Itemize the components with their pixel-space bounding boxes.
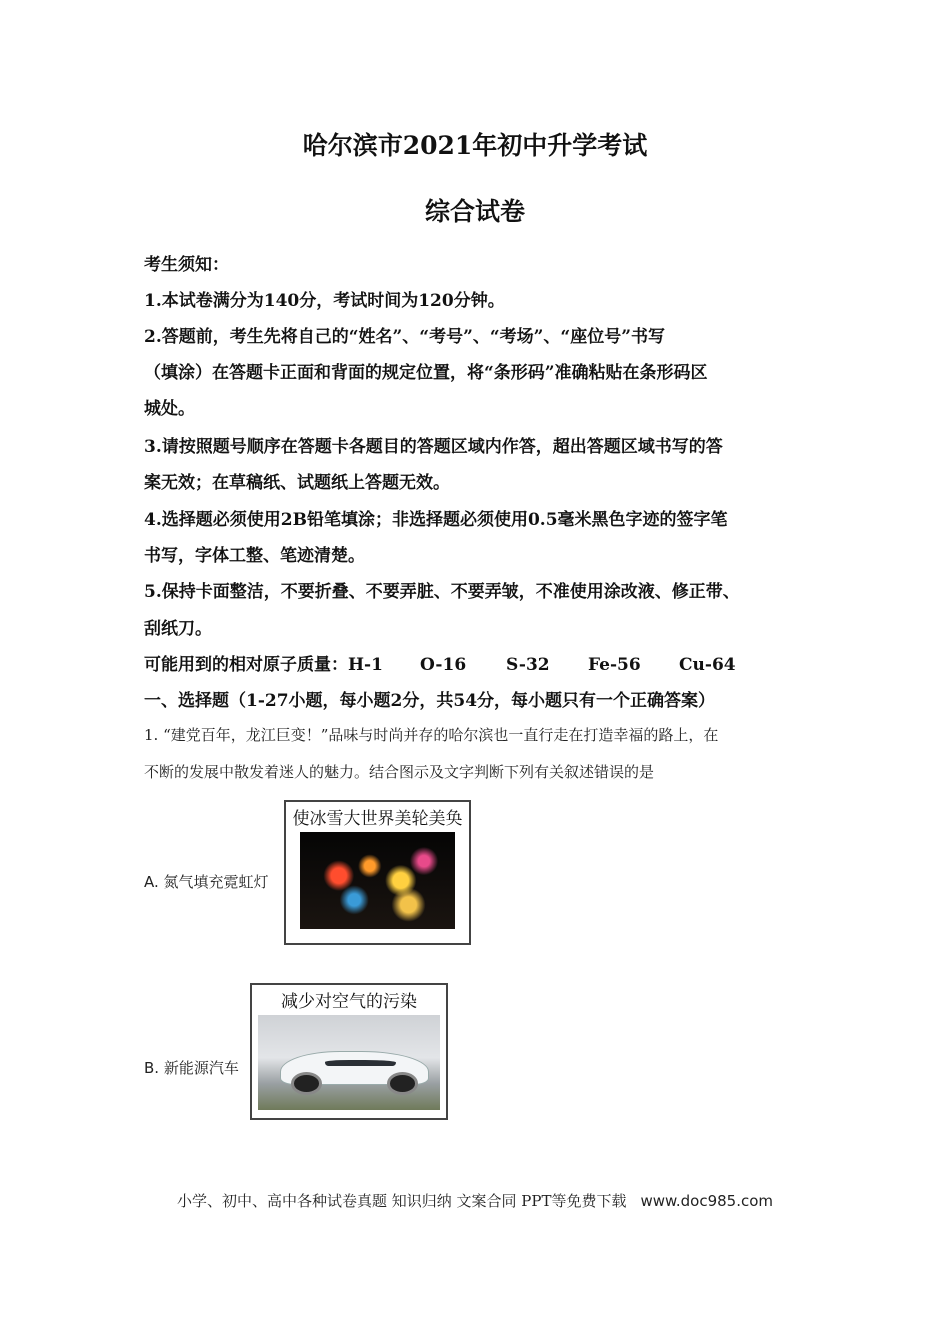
footer-text: 小学、初中、高中各种试卷真题 知识归纳 文案合同 PPT等免费下载 — [176, 1192, 627, 1210]
option-b-image — [250, 983, 448, 1120]
car-window — [325, 1060, 396, 1066]
car-wheel — [387, 1072, 418, 1095]
footer-url[interactable]: www.doc985.com — [640, 1192, 774, 1210]
atomic-mass-item: S-32 — [506, 655, 550, 675]
option-a-caption: 使冰雪大世界美轮美奂 — [292, 809, 463, 829]
atomic-mass-item: Cu-64 — [679, 655, 736, 675]
page-footer — [0, 1190, 950, 1211]
car-wheel — [291, 1072, 322, 1095]
question-text: 不断的发展中散发着迷人的魅力。结合图示及文字判断下列有关叙述错误的是 — [144, 763, 655, 781]
exam-title: 哈尔滨市2021年初中升学考试 — [302, 131, 648, 160]
notice-line: 2.答题前，考生先将自己的“姓名”、“考号”、“考场”、“座位号”书写 — [144, 327, 665, 347]
atomic-mass-row — [144, 650, 824, 675]
atomic-mass-label: 可能用到的相对原子质量： — [144, 655, 348, 675]
option-b-label: B. 新能源汽车 — [144, 1059, 239, 1077]
notice-line: 1.本试卷满分为140分，考试时间为120分钟。 — [144, 291, 505, 311]
option-a-image — [284, 800, 471, 945]
option-a-label: A. 氮气填充霓虹灯 — [144, 873, 269, 891]
electric-car-photo — [258, 1015, 440, 1110]
notice-line: 案无效；在草稿纸、试题纸上答题无效。 — [144, 473, 450, 493]
notice-line: 5.保持卡面整洁，不要折叠、不要弄脏、不要弄皱，不准使用涂改液、修正带、 — [144, 582, 740, 602]
notice-line: 城处。 — [144, 399, 195, 419]
notice-heading: 考生须知： — [144, 255, 229, 275]
section-heading: 一、选择题（1-27小题，每小题2分，共54分，每小题只有一个正确答案） — [144, 691, 716, 711]
notice-line: （填涂）在答题卡正面和背面的规定位置，将“条形码”准确粘贴在条形码区 — [144, 363, 708, 383]
atomic-mass-item: H-1 — [348, 655, 383, 675]
atomic-mass-item: O-16 — [420, 655, 467, 675]
question-text: 1. “建党百年，龙江巨变！”品味与时尚并存的哈尔滨也一直行走在打造幸福的路上，在 — [144, 726, 719, 744]
notice-line: 3.请按照题号顺序在答题卡各题目的答题区域内作答，超出答题区域书写的答 — [144, 437, 723, 457]
option-b-caption: 减少对空气的污染 — [281, 992, 417, 1012]
ice-festival-night-photo — [300, 832, 455, 929]
atomic-mass-item: Fe-56 — [588, 655, 641, 675]
exam-subtitle: 综合试卷 — [424, 197, 525, 226]
notice-line: 书写，字体工整、笔迹清楚。 — [144, 546, 365, 566]
notice-line: 刮纸刀。 — [144, 619, 212, 639]
notice-line: 4.选择题必须使用2B铅笔填涂；非选择题必须使用0.5毫米黑色字迹的签字笔 — [144, 510, 728, 530]
